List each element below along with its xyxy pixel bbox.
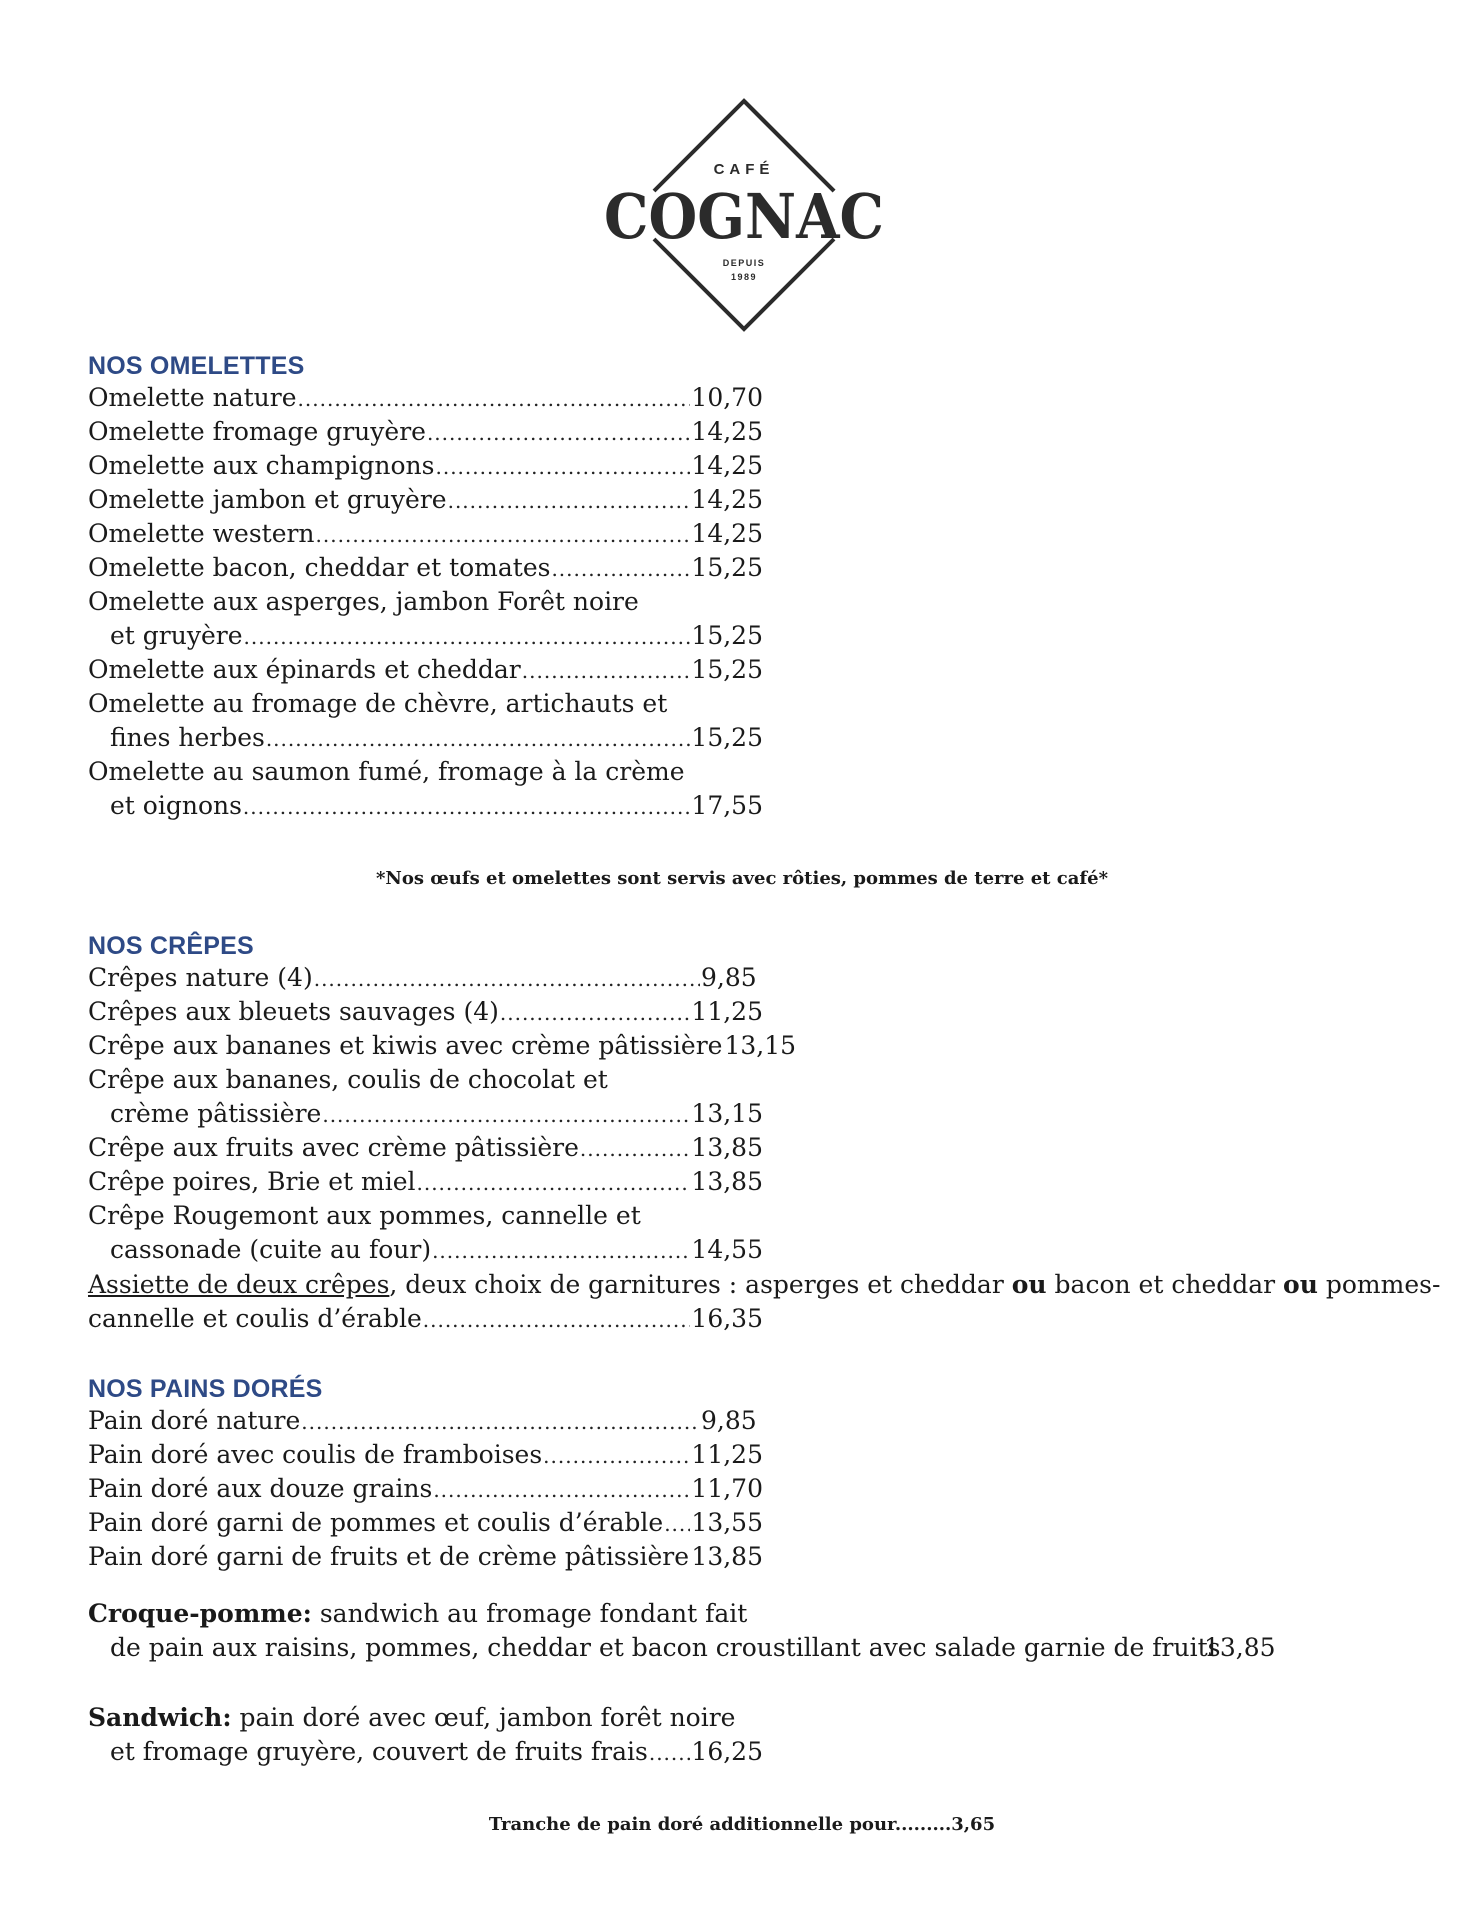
logo-depuis-text: DEPUIS: [722, 258, 766, 268]
menu-item: Pain doré aux douze grains ..... 11,70: [88, 1472, 763, 1506]
menu-item-line1: Omelette aux asperges, jambon Forêt noire: [88, 587, 639, 616]
menu-item: Omelette western ..... 14,25: [88, 517, 763, 551]
menu-item: cannelle et coulis d’érable ..... 16,35: [88, 1302, 763, 1336]
omelettes-list: [88, 381, 763, 823]
footer-note: Tranche de pain doré additionnelle pour.........3,65: [488, 1814, 996, 1835]
sandwich-line2: [88, 1735, 763, 1769]
menu-item-line2: crème pâtissière ..... 13,15: [88, 1097, 763, 1131]
menu-item: Omelette jambon et gruyère ..... 14,25: [88, 483, 763, 517]
pains-list: [88, 1404, 763, 1574]
logo-year-text: 1989: [730, 272, 758, 282]
menu-item-line2: cassonade (cuite au four) ..... 14,55: [88, 1233, 763, 1267]
menu-item: Crêpes nature (4) ..... 9,85: [88, 961, 763, 995]
logo-cognac-text: COGNAC: [604, 180, 884, 253]
menu-item: et fromage gruyère, couvert de fruits frais ..... 16,25: [88, 1735, 763, 1769]
menu-item: Crêpes aux bleuets sauvages (4) ..... 11,25: [88, 995, 763, 1029]
croque-pomme-line2: de pain aux raisins, pommes, cheddar et bacon croustillant avec salade garnie de fruits: [110, 1633, 1221, 1662]
menu-item: Pain doré avec coulis de framboises ..... 11,25: [88, 1438, 763, 1472]
assiette-line2: [88, 1302, 763, 1336]
menu-item-line1: Crêpe Rougemont aux pommes, cannelle et: [88, 1201, 641, 1230]
menu-item-line1: Omelette au fromage de chèvre, artichauts et: [88, 689, 668, 718]
omelettes-note: *Nos œufs et omelettes sont servis avec rôties, pommes de terre et café*: [375, 868, 1108, 889]
menu-item: Omelette aux champignons ..... 14,25: [88, 449, 763, 483]
menu-item: Pain doré nature ..... 9,85: [88, 1404, 763, 1438]
menu-item-line2: et gruyère ..... 15,25: [88, 619, 763, 653]
cafe-cognac-logo: [600, 98, 888, 332]
menu-item: Crêpe aux fruits avec crème pâtissière ..... 13,85: [88, 1131, 763, 1165]
menu-item: Omelette bacon, cheddar et tomates ..... 15,25: [88, 551, 763, 585]
menu-item-line2: et oignons ..... 17,55: [88, 789, 763, 823]
crepes-list: [88, 961, 797, 1267]
menu-item: Crêpe aux bananes et kiwis avec crème pâtissière 13,15: [88, 1031, 797, 1060]
logo-cafe-text: CAFÉ: [713, 161, 775, 178]
section-title-omelettes: NOS OMELETTES: [88, 352, 305, 380]
section-title-crepes: NOS CRÊPES: [88, 932, 254, 960]
menu-item: Omelette aux épinards et cheddar ..... 15,25: [88, 653, 763, 687]
menu-item: Crêpe poires, Brie et miel ..... 13,85: [88, 1165, 763, 1199]
menu-item-line2: fines herbes ..... 15,25: [88, 721, 763, 755]
menu-item: Pain doré garni de pommes et coulis d’érable ..... 13,55: [88, 1506, 763, 1540]
menu-item: Pain doré garni de fruits et de crème pâtissière ..... 13,85: [88, 1540, 763, 1574]
croque-pomme-line1: Croque-pomme: sandwich au fromage fondant fait: [88, 1599, 748, 1628]
assiette-line1: Assiette de deux crêpes, deux choix de garnitures : asperges et cheddar ou bacon et cheddar ou pommes-: [88, 1270, 1441, 1299]
croque-pomme-price: 13,85: [1204, 1633, 1276, 1662]
menu-item-line1: Crêpe aux bananes, coulis de chocolat et: [88, 1065, 608, 1094]
menu-item: Omelette nature ..... 10,70: [88, 381, 763, 415]
menu-item-line1: Omelette au saumon fumé, fromage à la crème: [88, 757, 685, 786]
menu-item: Omelette fromage gruyère ..... 14,25: [88, 415, 763, 449]
sandwich-line1: Sandwich: pain doré avec œuf, jambon forêt noire: [88, 1703, 736, 1732]
section-title-pains-dores: NOS PAINS DORÉS: [88, 1375, 323, 1403]
